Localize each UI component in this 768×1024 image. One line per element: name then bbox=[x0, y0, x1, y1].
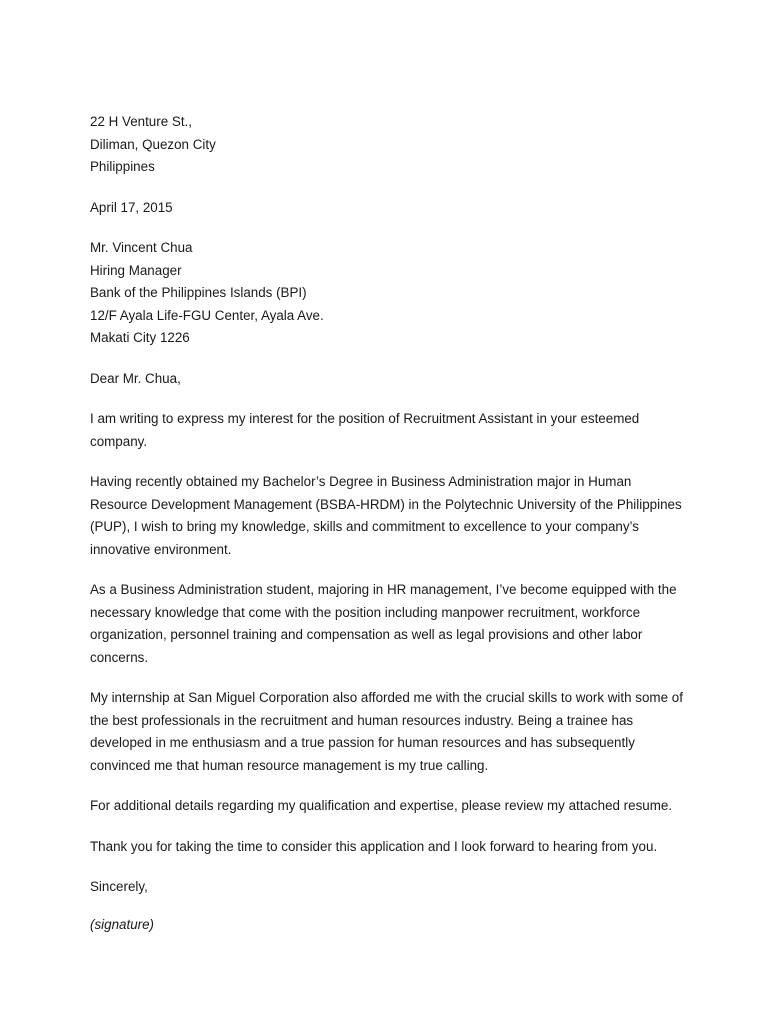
body-paragraph-4 bbox=[90, 687, 690, 777]
paragraph-line: developed in me enthusiasm and a true passion for human resources and has subsequently bbox=[90, 735, 635, 750]
recipient-company: Bank of the Philippines Islands (BPI) bbox=[90, 285, 307, 300]
paragraph-line: concerns. bbox=[90, 649, 149, 665]
recipient-address bbox=[90, 237, 690, 350]
paragraph-line: the best professionals in the recruitment and human resources industry. Being a trainee has bbox=[90, 712, 634, 728]
salutation: Dear Mr. Chua, bbox=[90, 370, 181, 386]
paragraph-line: Having recently obtained my Bachelor’s Degree in Business Administration major in Human bbox=[90, 474, 632, 489]
paragraph-line: innovative environment. bbox=[90, 541, 232, 557]
paragraph-line: convinced me that human resource management is my true calling. bbox=[90, 757, 489, 773]
signature-block bbox=[90, 914, 690, 937]
body-paragraph-5 bbox=[90, 795, 690, 818]
paragraph-line: As a Business Administration student, majoring in HR management, I’ve become equipped with the bbox=[90, 582, 677, 597]
letter-date-block bbox=[90, 197, 690, 220]
body-paragraph-1 bbox=[90, 408, 690, 453]
paragraph-line: Resource Development Management (BSBA-HRDM) in the Polytechnic University of the Philippines bbox=[90, 496, 682, 512]
sender-address bbox=[90, 111, 690, 179]
signature: (signature) bbox=[90, 916, 155, 932]
paragraph-line: company. bbox=[90, 433, 148, 449]
paragraph-line: (PUP), I wish to bring my knowledge, skills and commitment to excellence to your company’s bbox=[90, 519, 639, 534]
recipient-address-line-2: Makati City 1226 bbox=[90, 330, 190, 345]
paragraph-line: Thank you for taking the time to consider this application and I look forward to hearing from you. bbox=[90, 838, 658, 854]
body-paragraph-2 bbox=[90, 471, 690, 561]
sender-address-line-3: Philippines bbox=[90, 159, 155, 174]
closing: Sincerely, bbox=[90, 879, 148, 894]
paragraph-line: organization, personnel training and compensation as well as legal provisions and other labor bbox=[90, 627, 643, 642]
sender-address-line-1: 22 H Venture St., bbox=[90, 114, 192, 129]
salutation-block bbox=[90, 368, 690, 391]
body-paragraph-3 bbox=[90, 579, 690, 669]
paragraph-line: I am writing to express my interest for the position of Recruitment Assistant in your esteemed bbox=[90, 411, 640, 426]
recipient-title: Hiring Manager bbox=[90, 262, 182, 278]
paragraph-line: My internship at San Miguel Corporation also afforded me with the crucial skills to work with some of bbox=[90, 690, 683, 705]
recipient-name: Mr. Vincent Chua bbox=[90, 240, 193, 255]
paragraph-line: necessary knowledge that come with the position including manpower recruitment, workforce bbox=[90, 604, 641, 620]
recipient-address-line-1: 12/F Ayala Life-FGU Center, Ayala Ave. bbox=[90, 307, 324, 323]
body-paragraph-6 bbox=[90, 836, 690, 859]
closing-block bbox=[90, 876, 690, 899]
letter-date: April 17, 2015 bbox=[90, 199, 173, 215]
sender-address-line-2: Diliman, Quezon City bbox=[90, 136, 216, 152]
paragraph-line: For additional details regarding my qualification and expertise, please review my attached resume. bbox=[90, 798, 673, 813]
cover-letter bbox=[90, 111, 690, 936]
